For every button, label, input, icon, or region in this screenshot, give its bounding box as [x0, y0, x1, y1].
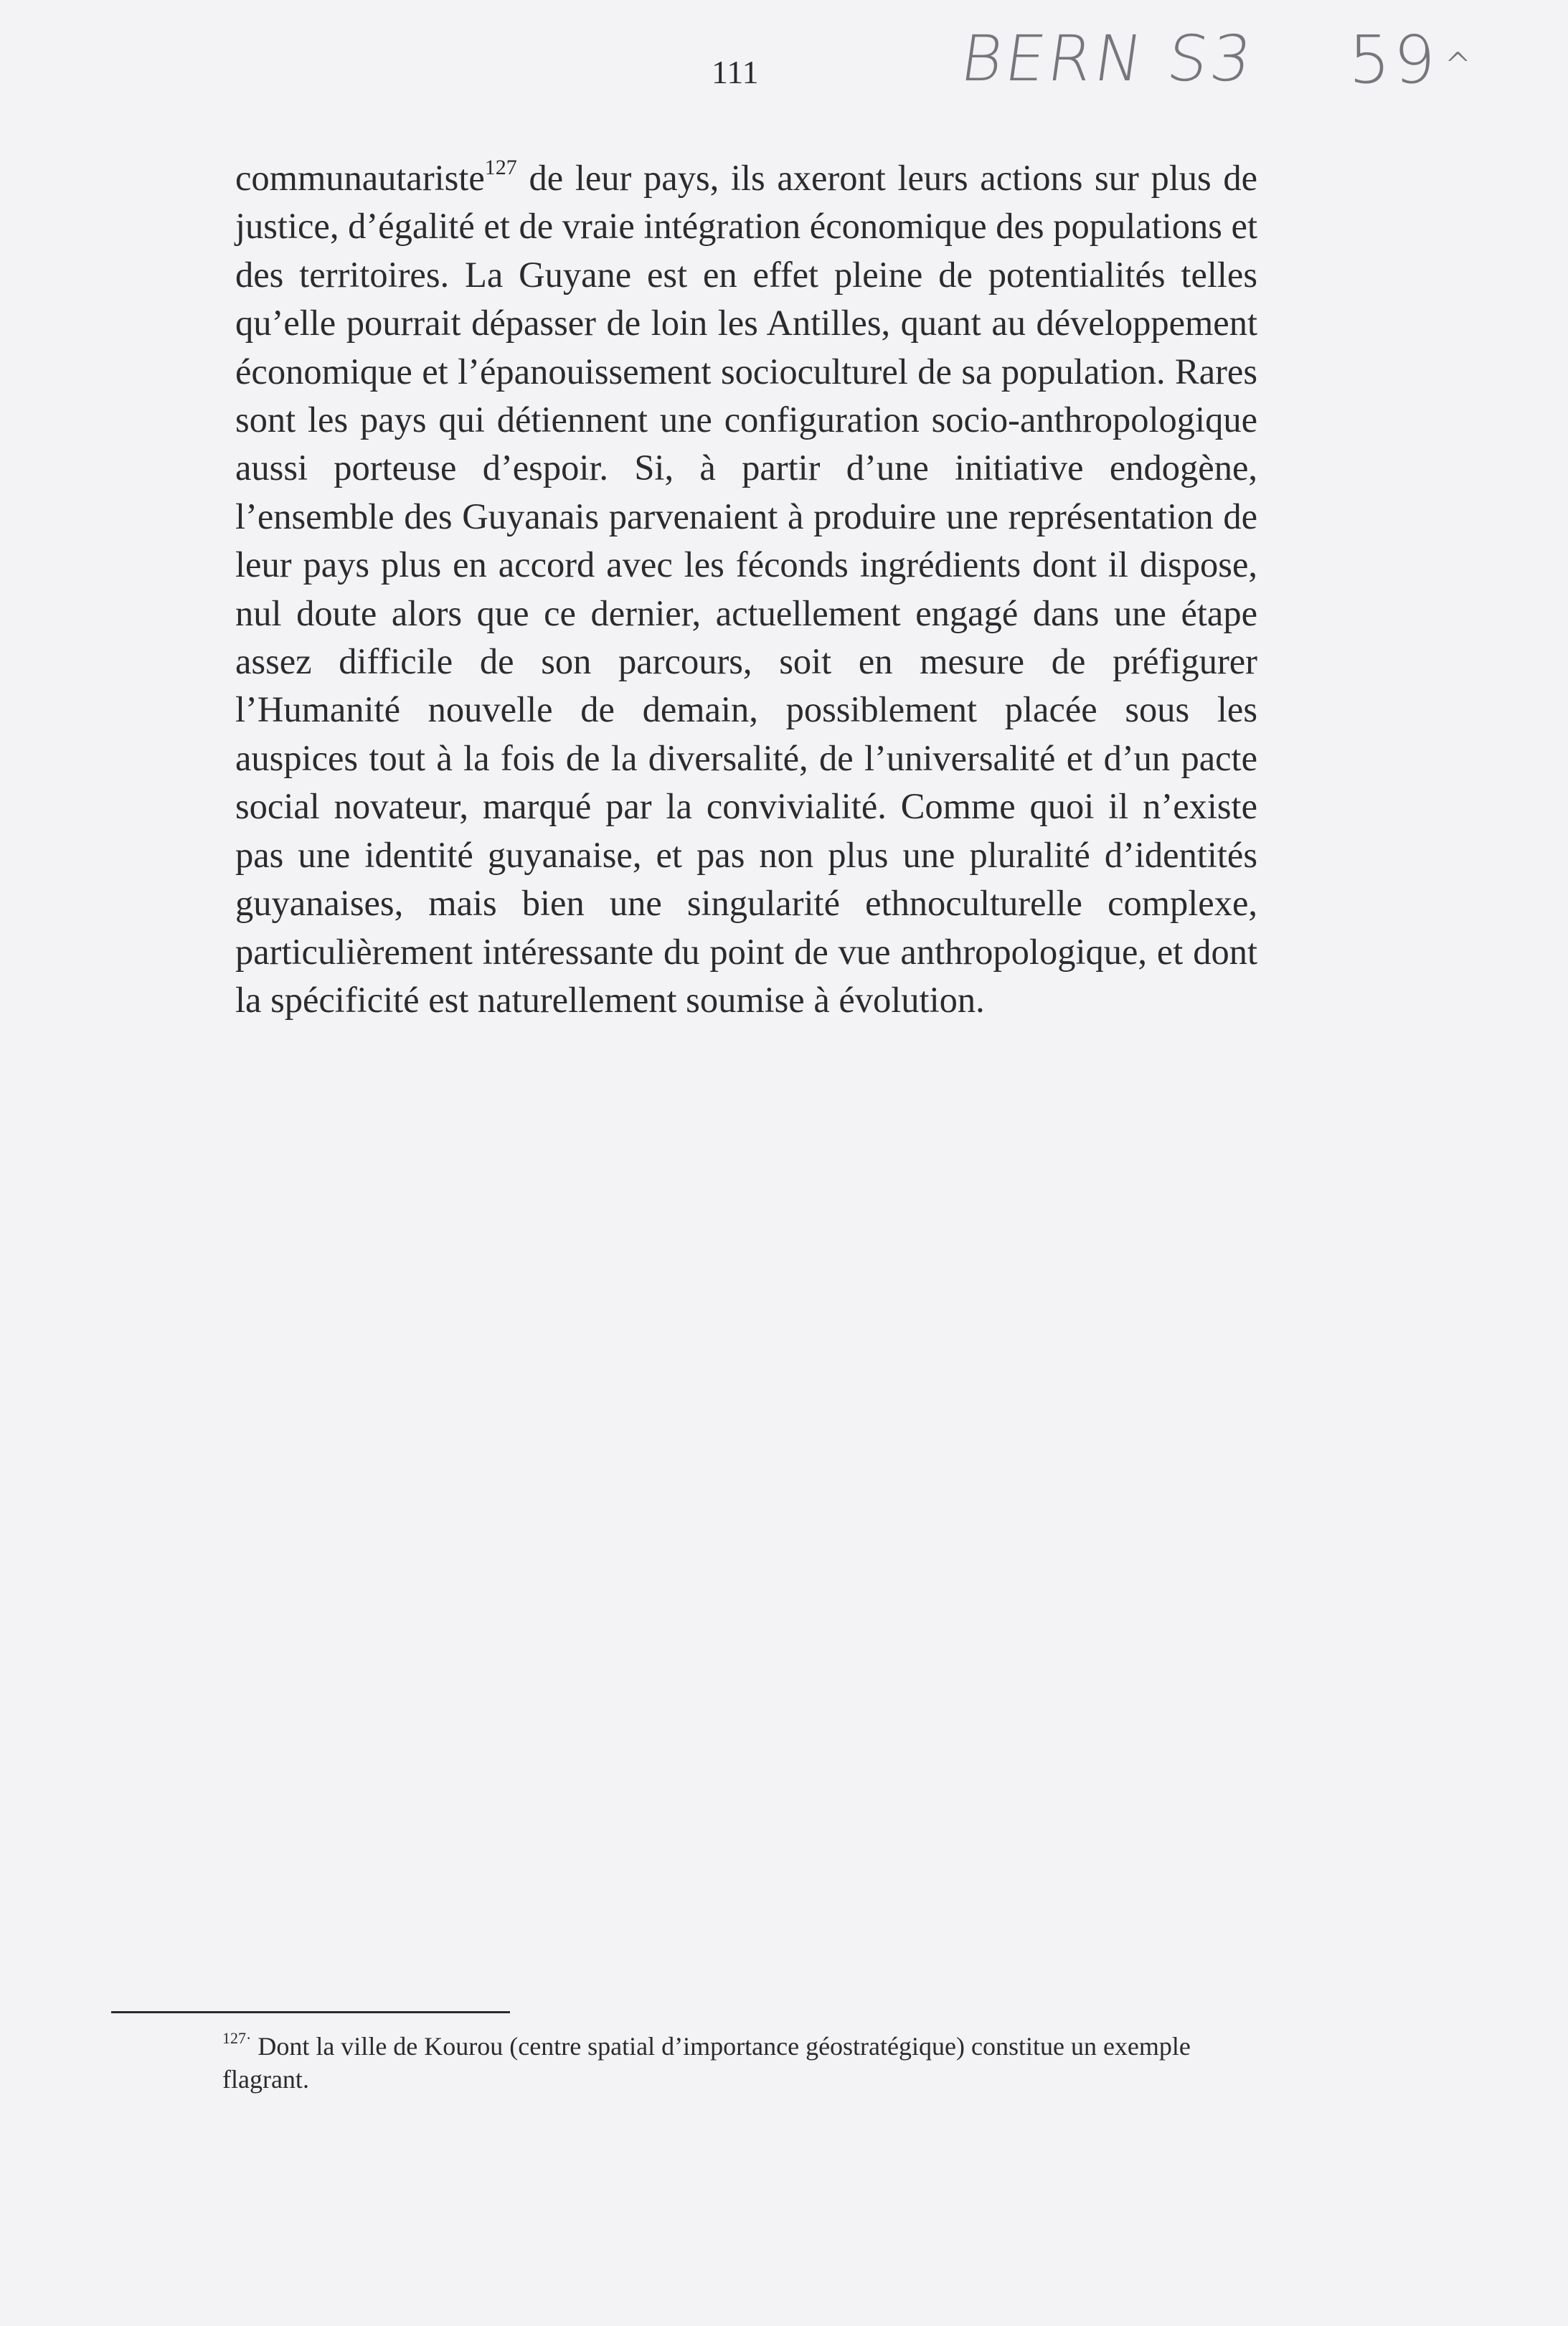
footnote — [222, 2030, 1255, 2096]
footnote-text: Dont la ville de Kourou (centre spatial d’importance géostratégique) constitue un exemple flagrant. — [222, 2032, 1191, 2094]
body-paragraph — [235, 154, 1257, 1024]
body-first-word: communautariste — [235, 158, 485, 198]
footnote-marker: 127· — [222, 2029, 252, 2047]
body-text: de leur pays, ils axeront leurs actions sur plus de justice, d’égalité et de vraie intégration économique des populations et des territoires. La Guyane est en effet pleine de potentialités telles qu’elle pourrait dépasser de loin les Antilles, quant au développement économique et l’épanouissement socioculturel de sa population. Rares sont les pays qui détiennent une configuration socio-anthropologique aussi porteuse d’espoir. Si, à partir d’une initiative endogène, l’ensemble des Guyanais parvenaient à produire une représentation de leur pays plus en accord avec les féconds ingrédients dont il dispose, nul doute alors que ce dernier, actuellement engagé dans une étape assez difficile de son parcours, soit en mesure de préfigurer l’Humanité nouvelle de demain, possiblement placée sous les auspices tout à la fois de la diversalité, de l’universalité et d’un pacte social novateur, marqué par la convivialité. Comme quoi il n’existe pas une identité guyanaise, et pas non plus une pluralité d’identités guyanaises, mais bien une singularité ethnoculturelle complexe, particulièrement intéressante du point de vue anthropologique, et dont la spécificité est naturellement soumise à évolution. — [235, 158, 1257, 1020]
footnote-separator — [111, 2011, 510, 2013]
handwritten-archive-reference: BERN S3 — [955, 22, 1260, 95]
footnote-reference: 127 — [484, 156, 517, 179]
handwritten-caret: ^ — [1444, 44, 1475, 84]
handwritten-number: 59 — [1349, 22, 1439, 98]
handwritten-archive-number — [1349, 22, 1475, 98]
page-number: 111 — [712, 54, 759, 90]
